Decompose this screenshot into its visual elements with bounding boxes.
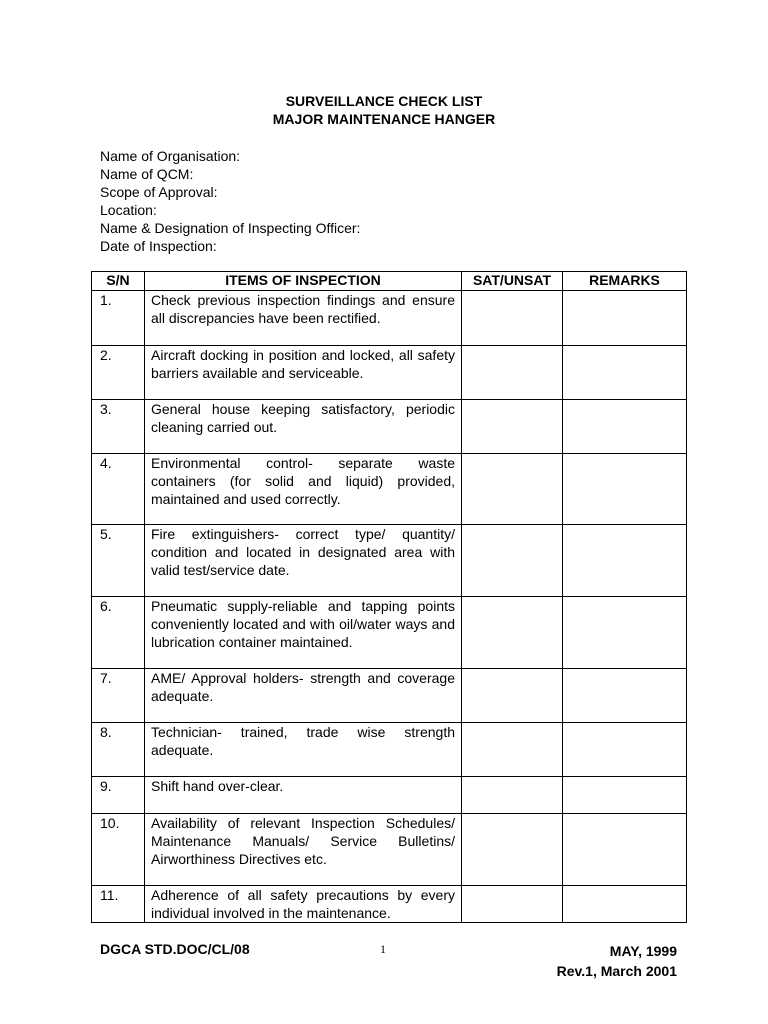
remarks-cell[interactable] <box>563 525 687 597</box>
row-sn: 6. <box>92 597 145 669</box>
sat-unsat-cell[interactable] <box>462 777 563 814</box>
header-sn: S/N <box>92 272 145 291</box>
row-sn: 3. <box>92 400 145 454</box>
table-row <box>92 346 687 400</box>
table-row <box>92 597 687 669</box>
remarks-cell[interactable] <box>563 669 687 723</box>
remarks-cell[interactable] <box>563 886 687 923</box>
row-sn: 8. <box>92 723 145 777</box>
field-inspecting-officer: Name & Designation of Inspecting Officer: <box>100 220 361 236</box>
field-location: Location: <box>100 202 157 218</box>
document-title: SURVEILLANCE CHECK LIST <box>285 93 483 109</box>
row-item: Aircraft docking in position and locked, all safety barriers available and serviceable. <box>145 346 462 400</box>
revision-label: Rev.1, March 2001 <box>556 963 677 979</box>
row-item: Technician- trained, trade wise strength adequate. <box>145 723 462 777</box>
table-row <box>92 723 687 777</box>
issue-date: MAY, 1999 <box>609 943 677 959</box>
row-sn: 7. <box>92 669 145 723</box>
row-item: AME/ Approval holders- strength and coverage adequate. <box>145 669 462 723</box>
row-sn: 11. <box>92 886 145 923</box>
remarks-cell[interactable] <box>563 346 687 400</box>
field-date: Date of Inspection: <box>100 238 217 254</box>
sat-unsat-cell[interactable] <box>462 346 563 400</box>
table-row <box>92 814 687 886</box>
remarks-cell[interactable] <box>563 400 687 454</box>
table-row <box>92 454 687 525</box>
field-scope: Scope of Approval: <box>100 184 218 200</box>
table-row <box>92 400 687 454</box>
row-item: Check previous inspection findings and ensure all discrepancies have been rectified. <box>145 291 462 346</box>
table-row <box>92 291 687 346</box>
header-items: ITEMS OF INSPECTION <box>145 272 462 291</box>
inspection-table <box>91 271 687 923</box>
sat-unsat-cell[interactable] <box>462 597 563 669</box>
remarks-cell[interactable] <box>563 454 687 525</box>
revision-block <box>557 941 677 981</box>
row-item: Availability of relevant Inspection Schedules/ Maintenance Manuals/ Service Bulletins/ Airworthiness Directives etc. <box>145 814 462 886</box>
row-sn: 1. <box>92 291 145 346</box>
table-row <box>92 886 687 923</box>
remarks-cell[interactable] <box>563 814 687 886</box>
remarks-cell[interactable] <box>563 291 687 346</box>
row-sn: 5. <box>92 525 145 597</box>
document-subtitle: MAJOR MAINTENANCE HANGER <box>272 111 496 127</box>
row-item: Shift hand over-clear. <box>145 777 462 814</box>
sat-unsat-cell[interactable] <box>462 723 563 777</box>
header-remarks: REMARKS <box>563 272 687 291</box>
field-qcm: Name of QCM: <box>100 166 194 182</box>
page-number: 1 <box>380 942 386 956</box>
row-sn: 2. <box>92 346 145 400</box>
sat-unsat-cell[interactable] <box>462 669 563 723</box>
row-sn: 9. <box>92 777 145 814</box>
row-sn: 4. <box>92 454 145 525</box>
table-row <box>92 669 687 723</box>
sat-unsat-cell[interactable] <box>462 454 563 525</box>
sat-unsat-cell[interactable] <box>462 886 563 923</box>
table-header-row <box>92 272 687 291</box>
row-item: Environmental control- separate waste containers (for solid and liquid) provided, maintained and used correctly. <box>145 454 462 525</box>
remarks-cell[interactable] <box>563 723 687 777</box>
row-item: General house keeping satisfactory, periodic cleaning carried out. <box>145 400 462 454</box>
row-item: Fire extinguishers- correct type/ quantity/ condition and located in designated area with valid test/service date. <box>145 525 462 597</box>
sat-unsat-cell[interactable] <box>462 291 563 346</box>
sat-unsat-cell[interactable] <box>462 525 563 597</box>
remarks-cell[interactable] <box>563 597 687 669</box>
row-item: Pneumatic supply-reliable and tapping points conveniently located and with oil/water ways and lubrication container maintained. <box>145 597 462 669</box>
header-sat-unsat: SAT/UNSAT <box>462 272 563 291</box>
field-organisation: Name of Organisation: <box>100 148 241 164</box>
table-row <box>92 525 687 597</box>
header-fields <box>100 147 360 255</box>
remarks-cell[interactable] <box>563 777 687 814</box>
sat-unsat-cell[interactable] <box>462 400 563 454</box>
sat-unsat-cell[interactable] <box>462 814 563 886</box>
row-item: Adherence of all safety precautions by every individual involved in the maintenance. <box>145 886 462 923</box>
row-sn: 10. <box>92 814 145 886</box>
table-row <box>92 777 687 814</box>
doc-reference: DGCA STD.DOC/CL/08 <box>100 941 250 957</box>
